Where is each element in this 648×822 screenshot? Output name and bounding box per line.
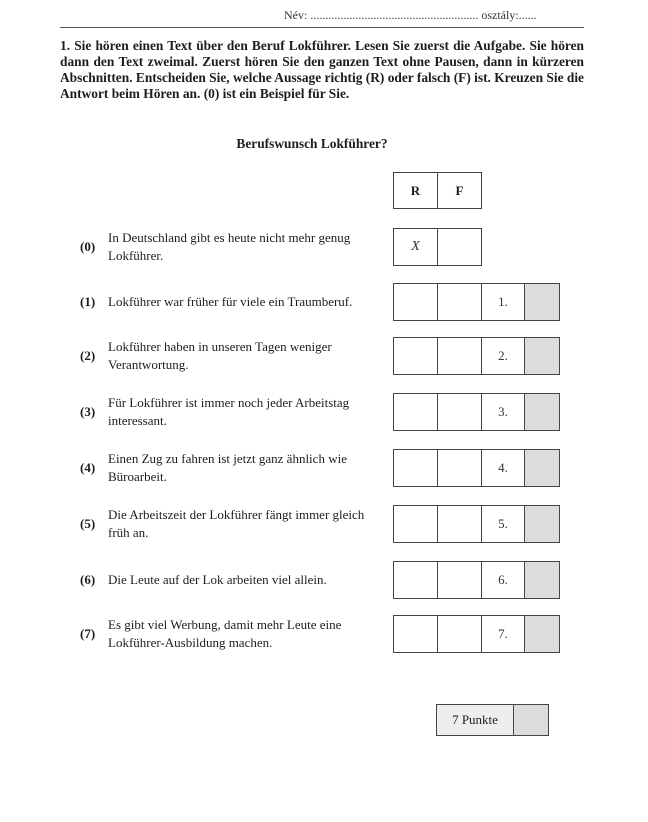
answer-f-box[interactable] (437, 450, 481, 486)
example-row (0, 228, 648, 266)
statement-text: Es gibt viel Werbung, damit mehr Leute eine Lokführer-Ausbildung machen. (108, 617, 342, 650)
score-box (524, 284, 559, 320)
statement-row (0, 393, 648, 431)
answer-r-box[interactable] (394, 506, 437, 542)
header-rule (60, 27, 584, 28)
item-index: 6. (481, 562, 524, 598)
score-box (524, 616, 559, 652)
item-index: 3. (481, 394, 524, 430)
task-instructions: 1. Sie hören einen Text über den Beruf Lokführer. Lesen Sie zuerst die Aufgabe. Sie hören dann den Text zweimal. Zuerst hören Sie den ganzen Text ohne Pausen, dann in kürzeren Abschnitten. Entscheiden Sie, welche Aussage richtig (R) oder falsch (F) ist. Kreuzen Sie die Antwort beim Hören an. (0) ist ein Beispiel für Sie. (60, 38, 584, 101)
score-box (524, 394, 559, 430)
answer-r-box[interactable] (394, 562, 437, 598)
answer-f-box[interactable] (437, 338, 481, 374)
item-index: 5. (481, 506, 524, 542)
statement-row (0, 505, 648, 543)
name-class-line: Név: ........................................................ osztály:...... (284, 8, 537, 22)
total-score-box (513, 705, 548, 735)
statement-row (0, 337, 648, 375)
score-box (524, 506, 559, 542)
statement-text: Einen Zug zu fahren ist jetzt ganz ähnlich wie Büroarbeit. (108, 451, 347, 484)
answer-boxes (393, 449, 560, 487)
statement-text: Lokführer war früher für viele ein Traumberuf. (108, 294, 353, 309)
statement-row (0, 283, 648, 321)
answer-r-box[interactable] (394, 450, 437, 486)
answer-r-box[interactable] (394, 394, 437, 430)
statement-text: Lokführer haben in unseren Tagen weniger Verantwortung. (108, 339, 332, 372)
answer-r-box[interactable] (394, 284, 437, 320)
answer-f-box[interactable] (437, 616, 481, 652)
column-f-label: F (437, 173, 481, 208)
example-statement: In Deutschland gibt es heute nicht mehr genug Lokführer. (108, 230, 351, 263)
statement-number: (7) (80, 626, 96, 641)
score-box (524, 450, 559, 486)
answer-r-box[interactable] (394, 616, 437, 652)
answer-f-box[interactable] (437, 394, 481, 430)
statement-row (0, 615, 648, 653)
score-box (524, 562, 559, 598)
item-index: 1. (481, 284, 524, 320)
example-r-box[interactable]: X (411, 239, 420, 254)
statement-row (0, 561, 648, 599)
column-r-label: R (410, 182, 421, 198)
answer-boxes (393, 283, 560, 321)
statement-number: (5) (80, 516, 96, 531)
answer-boxes (393, 337, 560, 375)
answer-boxes (393, 615, 560, 653)
answer-f-box[interactable] (437, 284, 481, 320)
example-f-box[interactable] (437, 229, 481, 265)
answer-boxes (393, 505, 560, 543)
statement-text: Die Arbeitszeit der Lokführer fängt immer gleich früh an. (108, 507, 365, 540)
statement-number: (3) (80, 404, 96, 419)
answer-f-box[interactable] (437, 506, 481, 542)
answer-boxes (393, 393, 560, 431)
statement-number: (6) (80, 572, 96, 587)
answer-r-box[interactable] (394, 338, 437, 374)
answer-boxes (393, 561, 560, 599)
statement-number: (4) (80, 460, 96, 475)
answer-column-header (393, 172, 482, 209)
answer-f-box[interactable] (437, 562, 481, 598)
item-index: 7. (481, 616, 524, 652)
total-points-label: 7 Punkte (437, 705, 513, 735)
example-answer-boxes (393, 228, 482, 266)
item-index: 4. (481, 450, 524, 486)
score-box (524, 338, 559, 374)
statement-row (0, 449, 648, 487)
text-title: Berufswunsch Lokführer? (236, 136, 388, 151)
statement-text: Die Leute auf der Lok arbeiten viel allein. (108, 572, 327, 587)
statement-number: (2) (80, 348, 96, 363)
item-index: 2. (481, 338, 524, 374)
statement-number: (1) (80, 294, 96, 309)
statement-text: Für Lokführer ist immer noch jeder Arbeitstag interessant. (108, 395, 350, 428)
total-points-box (436, 704, 549, 736)
example-number: (0) (80, 239, 96, 254)
